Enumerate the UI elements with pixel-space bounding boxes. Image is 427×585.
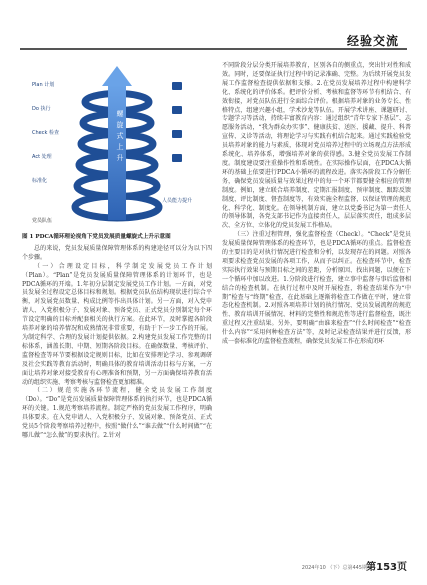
left-column: [22, 62, 212, 441]
label-standard: 标准化: [32, 178, 48, 184]
page-number: 第153页: [366, 562, 407, 573]
issue-meta: 2024年10 （下）总第445期: [301, 565, 367, 571]
page-footer: [0, 561, 427, 573]
label-improve: 人员能力提升: [162, 198, 193, 204]
paragraph: （二）规范实施各环节流程，健全党员发展工作制度（Do）。“Do”是党员发展质量保障管理体系的执行环节，也是PDCA循环的关键。1.规范考察培养流程。制定严格的党员发展工作程序，明确具体要求。在入党申请人、入党积极分子、发展对象、预备党员、正式党员5个阶段考察培养过程中，按照“做什么”“谁去做”“什么时间做”“在哪儿做”“怎么做”的要求执行。2.针对: [22, 387, 212, 439]
paragraph: （一）合理设定目标，科学制定发展党员工作计划（Plan）。“Plan”是党员发展质量保障管理体系的计划环节，也是PDCA循环的开端。1.年初分层制定发展党员工作计划。一方面，对党员发展全过程设定总体目标和规划。根据党员队伍结构现状进行综合平衡，对发展党员数量、构成比例等作出具体计划。另一方面，对入党申请人、入党积极分子、发展对象、预备党员、正式党员分别制定每个环节设定明确的目标并配套相关的执行方案。在此环节，及时掌握各阶段培养对象的培养情况和成熟情况非常重要，有助于下一步工作的开展。为制定科学、合理的发展计划提供依据。2.构建党员发展工作完整的目标体系，涵盖长期、中期、短期各阶段目标。在确保数量、考核评价、监督检查等环节要根据设定规则目标，比如在安排理论学习、参观调研及社会实践等教育活动时，明确具体的教育培训活动目标与方案，一方面让培养对象对接受教育有心理准备和预期，另一方面确保培养教育活动的组织实施、考察考核与监督检查更加精准。: [22, 262, 212, 386]
arrow-label: 螺旋式上升: [116, 110, 124, 165]
label-act: Act 处理: [32, 154, 52, 160]
column-name: 经验交流: [346, 34, 399, 48]
label-base: 党员队伍: [32, 218, 53, 224]
paragraph: （三）注重过程管理，强化监督检查（Check）。“Check”是党员发展质量保障管理体系的检查环节，也是PDCA循环的重点。监督检查的主要目的是对执行情况进行检查和分析，以发现存在的问题。对照各项要求检查党员发展的各项工作，从而予以纠正。在检查环节中，检查实际执行效果与预期目标之间的差距，分析原因、找出问题，以便在下一个循环中加以改进。1.分阶段进行检查，建立事中监督与事后监督相结合的检查机制。在执行过程中及时开展检查，将检查结果作为“中期”检查与“终期”检查，在此基础上逐渐将检查工作做在平时，建立常态化检查机制。2.对照各项培养计划的执行情况、党员发展流程的规范性、教育培训开展情况、材料的完整性和规范性等进行监督检查，既注重过程又注重结果。另外，要明确“由谁来检查”“什么时间检查”“检查什么内容”“采用何种检查方法”等，及时记录检查结果并进行反馈，形成一套标准化的监督检查流程，确保党员发展工作在形成闭环: [222, 231, 411, 346]
pdca-figure: [22, 62, 212, 230]
paragraph: 总的来说，党员发展质量保障管理体系的构建途径可以分为以下四个步骤。: [22, 244, 212, 261]
header-rule: [20, 48, 407, 50]
pdca-spiral-diagram: [22, 62, 212, 230]
label-plan: Plan 计划: [32, 82, 55, 88]
paragraph: 不同阶段分层分类开展培养教育，区别各自的侧重点，突出针对性和成效。同时，还要保证执行过程中的记录准确、完整。为后续开展党员发展工作监督检查提供依据和支撑。2.在党员发展培养过程中构建科学化、系统化的评价体系。把评价分析、考核和监督等环节有机结合、有效衔接，对党员队伍进行全面综合评价。根据培养对象的业务专长、性格特点，组建兴趣小组，学术沙龙等队伍。开展学术讲座、课题研讨、专题学习等活动，持续丰富教育内容：通过组织“青年专家下基层”、志愿服务活动，“我为群众办实事”、健康扶贫、送医、援藏、提升、科普宣传、义诊等活动，将理论学习与实践有机结合起来。通过实践检验党员培养对象的能力与素质，体现对党员培养过程中的立场观点方法形成系统化、培养体系，增强培养对象的获得感。3.健全党员发展工作制度。制度建设要注重操作性和系统性。在实际操作层面，在PDCA大循环的基础上依要进行PDCA小循环的流程改进。落实各阶段工作分解任务，确保党员发展质量与效果过程中的每一个环节都要健全相应的管理制度。例如，建立联合培养制度、定期汇报制度、预审制度、跟踪反馈制度、评比制度、督查制度等，有效实施全程监督，以保证管理的规范化、科学化、制度化。在领导机制方面，建立以党委书记为第一责任人的领导体制，各党支部书记作为直接责任人，层层落实责任，组成多层次、全方位、立体化的党员发展工作格局。: [222, 62, 411, 230]
figure-caption: 图 1 PDCA循环理论视角下党员发展质量螺旋式上升示意图: [22, 234, 171, 240]
label-do: Do 执行: [32, 106, 51, 112]
label-check: Check 检查: [32, 130, 59, 136]
right-column: [222, 62, 411, 347]
plan-icon: [172, 82, 182, 162]
